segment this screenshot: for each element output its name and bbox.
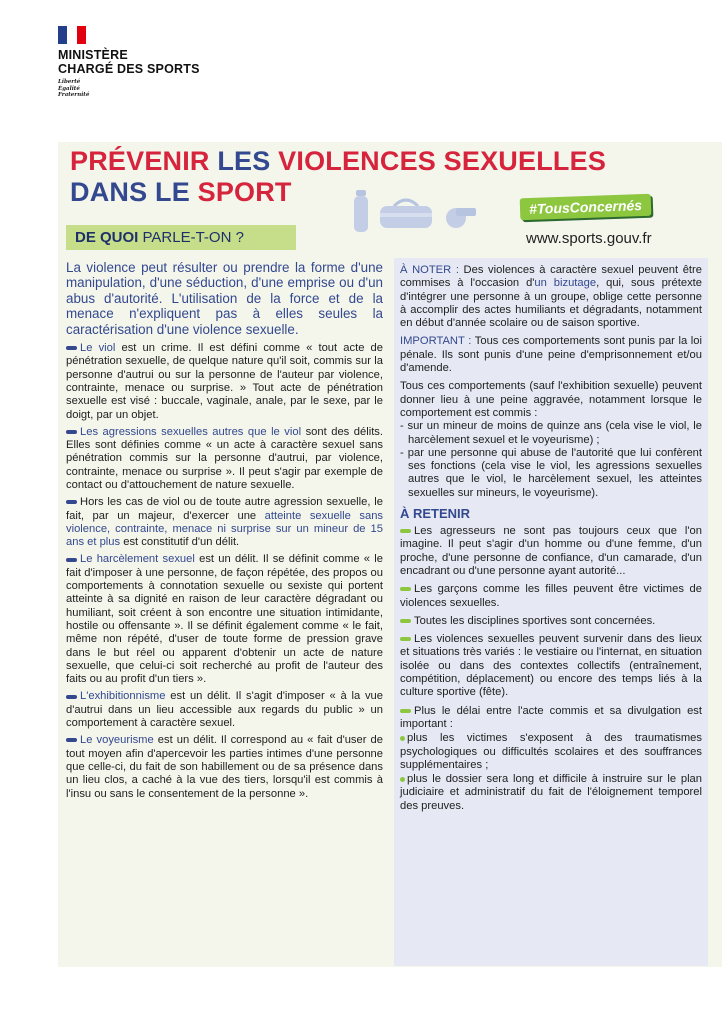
definition-exhibitionnisme bbox=[66, 690, 383, 730]
right-column bbox=[394, 258, 708, 966]
bullet-icon bbox=[66, 500, 77, 504]
aggravation-item-authority: - par une personne qui abuse de l'autorité que lui confèrent ses fonctions (cela vise le viol, les agressions sexuelles autres que le viol, le harcèlement sexuel, les atteintes sexuelles sur mineurs, le voyeurisme). bbox=[400, 446, 702, 499]
title-word-violences: VIOLENCES SEXUELLES bbox=[278, 146, 607, 176]
retenir-heading: À RETENIR bbox=[400, 506, 471, 522]
term-exhibitionnisme: L'exhibitionnisme bbox=[80, 690, 166, 703]
hashtag-badge: #TousConcernés bbox=[520, 194, 652, 221]
title-word-les: LES bbox=[209, 146, 279, 176]
text-viol: est un crime. Il est défini comme « tout acte de pénétration sexuelle, de quelque nature qu'il soit, commis sur la personne d'autrui ou sur la personne de l'auteur par violence, contrainte, menace ou surprise. » Tout acte de pénétration sexuelle est visé : buccale, vaginale, anale, par le sexe, par le doigt, par un objet. bbox=[66, 342, 383, 421]
note-text-a: Des violences à caractère sexuel peuvent être commises à l'occasion d' bbox=[400, 264, 702, 290]
term-harcelement: Le harcèlement sexuel bbox=[80, 553, 195, 566]
french-flag-icon bbox=[58, 26, 86, 44]
text-atteinte-a: Hors les cas de viol ou de toute autre agression sexuelle, le fait, par un majeur, d'exercer une bbox=[66, 496, 383, 522]
bullet-icon bbox=[66, 695, 77, 699]
whistle-icon bbox=[446, 208, 476, 228]
ministry-name-line1: MINISTÈRE bbox=[58, 48, 128, 62]
note-label: À NOTER : bbox=[400, 264, 459, 276]
ministry-name-line2: CHARGÉ DES SPORTS bbox=[58, 62, 200, 76]
term-agressions: Les agressions sexuelles autres que le viol bbox=[80, 425, 302, 438]
left-column bbox=[66, 260, 383, 805]
green-bullet-icon bbox=[400, 529, 411, 533]
retenir-subitem-dossier bbox=[400, 773, 702, 813]
definition-atteinte bbox=[66, 496, 383, 549]
retenir-subitem-traumatismes bbox=[400, 732, 702, 772]
title-word-dans-le: DANS LE bbox=[70, 177, 198, 207]
bullet-icon bbox=[66, 738, 77, 742]
important-text: Tous ces comportements sont punis par la loi pénale. Ils sont punis d'une peine d'emprisonnement et/ou d'amende. bbox=[400, 335, 702, 375]
bullet-icon bbox=[66, 430, 77, 434]
section-heading-rest: PARLE-T-ON ? bbox=[138, 229, 244, 246]
aggravation-paragraph: Tous ces comportements (sauf l'exhibition sexuelle) peuvent donner lieu à une peine aggravée, notamment lorsque le comportement est commis : bbox=[400, 380, 702, 419]
bullet-icon bbox=[66, 346, 77, 350]
retenir-text-3: Toutes les disciplines sportives sont concernées. bbox=[414, 614, 656, 627]
text-agressions: sont des délits. Elles sont définies comme « un acte à caractère sexuel sans pénétration commis sur la personne d'autrui, par violence, contrainte, menace ou surprise ». Il peut s'agir par exemple de contact ou d'attouchement de nature sexuelle. bbox=[66, 425, 384, 491]
green-dot-icon bbox=[400, 777, 405, 782]
text-harcelement: est un délit. Il se définit comme « le fait d'imposer à une personne, de façon répétée, des propos ou comportements à connotation sexuelle ou sexiste qui portent atteinte à sa dignité en raison de leur caractère dégradant ou humiliant, soit créent à son encontre une situation intimidante, hostile ou offensante ». Il se définit également comme « le fait, même non répété, d'user de toute forme de pression grave dans le but réel ou apparent d'obtenir un acte de nature sexuelle, que celui-ci soit recherché au profit de l'auteur des faits ou au profit d'un tiers ». bbox=[66, 553, 383, 686]
term-atteinte: atteinte sexuelle sans violence, contrainte, menace ni surprise sur un mineur de 15 ans et plus bbox=[66, 509, 384, 549]
definition-agressions bbox=[66, 426, 383, 492]
intro-paragraph: La violence peut résulter ou prendre la forme d'une manipulation, d'une séduction, d'une emprise ou d'un abus d'autorité. L'utilisation de la force et de la menace n'expliquent pas à elles seules la caractérisation d'une violence sexuelle. bbox=[66, 260, 383, 337]
retenir-text-1: Les agresseurs ne sont pas toujours ceux que l'on imagine. Il peut s'agir d'un homme ou d'une femme, d'un proche, d'une personne de confiance, d'un camarade, d'un encadrant ou d'une personne ayant autorité... bbox=[400, 525, 702, 577]
section-heading bbox=[75, 229, 244, 246]
text-atteinte-b: est constitutif d'un délit. bbox=[120, 536, 240, 549]
green-bullet-icon bbox=[400, 637, 411, 641]
motto-egalite: Égalité bbox=[58, 85, 80, 92]
title-word-sport: SPORT bbox=[197, 177, 292, 207]
note-text-b: , qui, sous prétexte d'intégrer une personne à un groupe, oblige cette personne à accomplir des actes humiliants et dégradants, notamment en début d'année scolaire ou de saison sportive. bbox=[400, 277, 702, 330]
retenir-item-delai bbox=[400, 705, 702, 732]
retenir-text-5: Plus le délai entre l'acte commis et sa divulgation est important : bbox=[400, 704, 702, 730]
section-heading-bold: DE QUOI bbox=[75, 229, 139, 246]
note-paragraph bbox=[400, 264, 702, 330]
text-exhibitionnisme: est un délit. Il s'agit d'imposer « à la vue d'autrui dans un lieu accessible aux regards du public » un comportement à caractère sexuel. bbox=[66, 690, 383, 730]
section-heading-box bbox=[66, 225, 296, 250]
ministry-logo bbox=[58, 26, 200, 99]
republic-motto bbox=[58, 79, 200, 99]
important-paragraph bbox=[400, 335, 702, 375]
retenir-text-5a: plus les victimes s'exposent à des traumatismes psychologiques ou difficultés scolaires et des souffrances supplémentaires ; bbox=[400, 732, 702, 771]
definition-viol bbox=[66, 342, 383, 422]
term-viol: Le viol bbox=[80, 342, 116, 355]
green-bullet-icon bbox=[400, 709, 411, 713]
website-url[interactable]: www.sports.gouv.fr bbox=[526, 230, 652, 247]
term-voyeurisme: Le voyeurisme bbox=[80, 734, 154, 747]
retenir-text-2: Les garçons comme les filles peuvent être victimes de violences sexuelles. bbox=[400, 583, 702, 609]
retenir-text-5b: plus le dossier sera long et difficile à instruire sur le plan judiciaire et administratif du fait de l'éloignement temporel des preuves. bbox=[400, 773, 702, 812]
motto-liberte: Liberté bbox=[58, 79, 81, 85]
green-bullet-icon bbox=[400, 587, 411, 591]
aggravation-item-minor: - sur un mineur de moins de quinze ans (cela vise le viol, le harcèlement sexuel et le voyeurisme) ; bbox=[400, 420, 702, 446]
bullet-icon bbox=[66, 558, 77, 562]
definition-voyeurisme bbox=[66, 734, 383, 800]
retenir-text-4: Les violences sexuelles peuvent survenir dans des lieux et situations très variés : le vestiaire ou l'internat, en situation isolée ou dans des contextes collectifs (entraînement, compétition, déplacement) ou encore des temps liés à la culture sportive (fête). bbox=[400, 633, 702, 699]
text-voyeurisme: est un délit. Il correspond au « fait d'user de tout moyen afin d'apercevoir les parties intimes d'une personne que celle-ci, du fait de son habillement ou de sa présence dans un lieu clos, a caché à la vue des tiers, lorsqu'il est commis à l'insu ou sans le consentement de la personne ». bbox=[66, 734, 383, 800]
green-bullet-icon bbox=[400, 619, 411, 623]
retenir-item-disciplines bbox=[400, 615, 702, 628]
term-bizutage: un bizutage bbox=[534, 277, 597, 290]
title-word-prevenir: PRÉVENIR bbox=[70, 146, 210, 176]
retenir-item-victimes bbox=[400, 583, 702, 610]
retenir-item-lieux bbox=[400, 633, 702, 699]
water-bottle-icon bbox=[354, 190, 368, 232]
important-label: IMPORTANT : bbox=[400, 335, 472, 348]
sports-equipment-illustration bbox=[350, 186, 482, 238]
definition-harcelement bbox=[66, 553, 383, 686]
sports-bag-icon bbox=[380, 200, 432, 228]
green-dot-icon bbox=[400, 736, 405, 741]
retenir-item-agresseurs bbox=[400, 525, 702, 578]
motto-fraternite: Fraternité bbox=[58, 92, 90, 98]
